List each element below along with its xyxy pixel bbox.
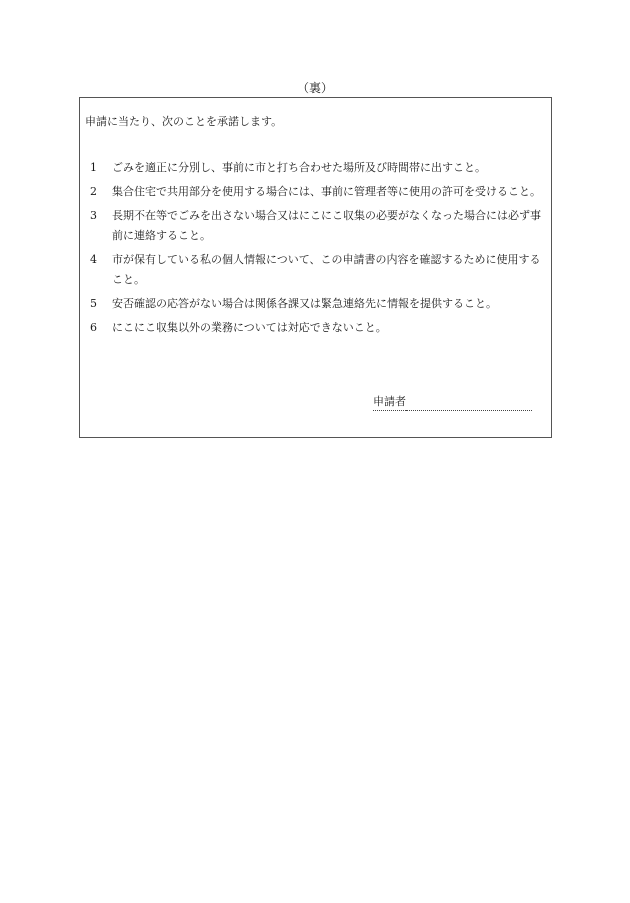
condition-item-5	[88, 294, 550, 314]
condition-text: 長期不在等でごみを出さない場合又はにこにこ収集の必要がなくなった場合には必ず事前に連絡すること。	[112, 209, 541, 242]
condition-number: 3	[90, 209, 97, 222]
applicant-label: 申請者	[373, 394, 406, 411]
condition-number: 4	[90, 253, 97, 266]
page-heading: （裏）	[296, 81, 333, 95]
condition-item-6	[88, 318, 550, 338]
condition-text: 市が保有している私の個人情報について、この申請書の内容を確認するために使用すること。	[112, 253, 541, 286]
condition-text: ごみを適正に分別し、事前に市と打ち合わせた場所及び時間帯に出すこと。	[112, 161, 486, 174]
condition-item-3	[88, 206, 550, 246]
condition-text: 集合住宅で共用部分を使用する場合には、事前に管理者等に使用の許可を受けること。	[112, 185, 541, 198]
condition-number: 2	[90, 185, 97, 198]
conditions-list	[88, 158, 550, 342]
condition-item-2	[88, 182, 550, 202]
condition-text: にこにこ収集以外の業務については対応できないこと。	[112, 321, 387, 334]
condition-item-1	[88, 158, 550, 178]
condition-number: 5	[90, 297, 97, 310]
intro-text: 申請に当たり、次のことを承諾します。	[85, 115, 283, 128]
consent-box	[79, 97, 552, 438]
signature-line[interactable]	[406, 396, 532, 411]
condition-number: 6	[90, 321, 97, 334]
condition-text: 安否確認の応答がない場合は関係各課又は緊急連絡先に情報を提供すること。	[112, 297, 497, 310]
condition-number: 1	[90, 161, 97, 174]
applicant-signature-row	[373, 394, 532, 411]
condition-item-4	[88, 250, 550, 290]
